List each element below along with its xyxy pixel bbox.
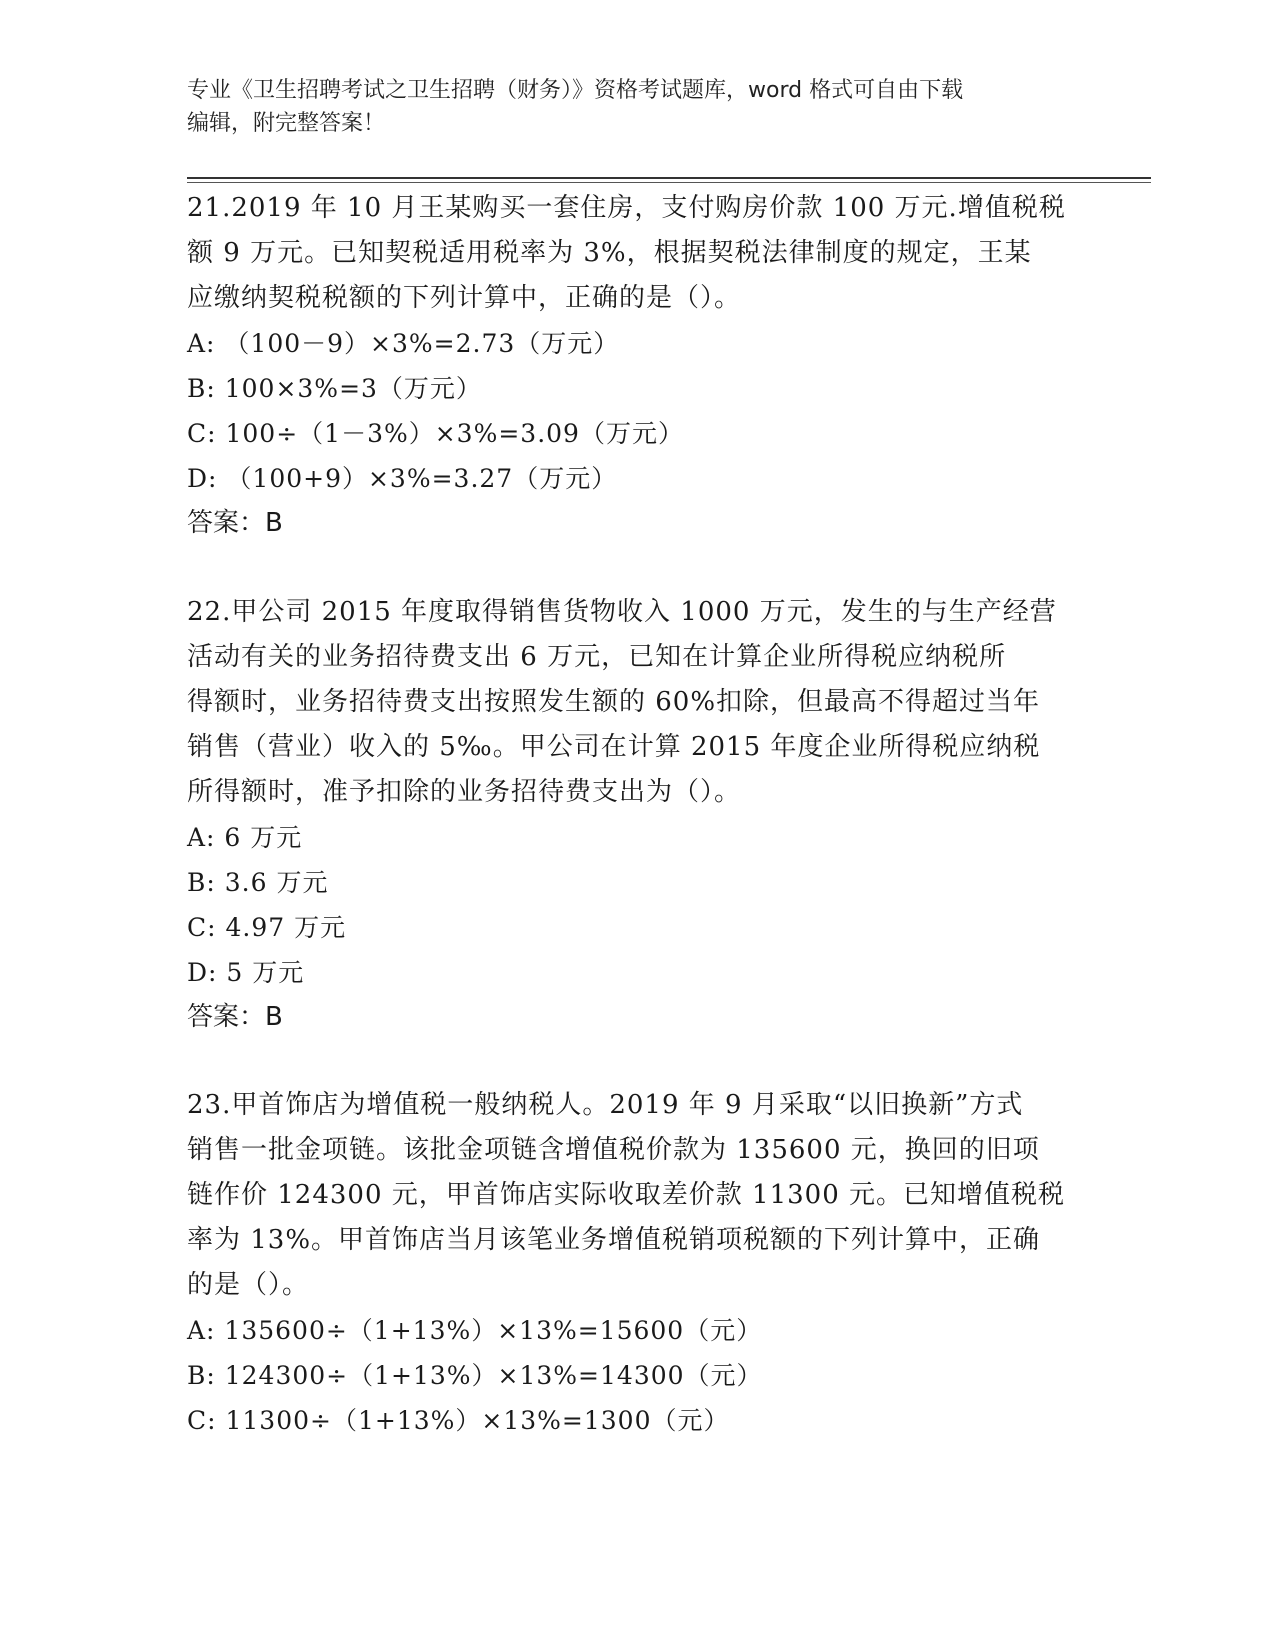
question-stem-line: 所得额时，准予扣除的业务招待费支出为（）。 [187,777,742,807]
header-line-1: 专业《卫生招聘考试之卫生招聘（财务）》资格考试题库，word 格式可自由下载 [187,78,964,103]
question-stem-line: 应缴纳契税税额的下列计算中，正确的是（）。 [187,283,742,313]
option-b: B: 100×3%=3（万元） [187,374,482,403]
option-b: B: 124300÷（1+13%）×13%=14300（元） [187,1361,763,1390]
question-23 [187,1083,1087,1443]
option-d: D: （100+9）×3%=3.27（万元） [187,464,618,493]
answer: 答案：B [187,508,283,538]
question-stem-line: 活动有关的业务招待费支出 6 万元，已知在计算企业所得税应纳税所 [187,642,1007,672]
option-c: C: 4.97 万元 [187,913,347,942]
answer: 答案：B [187,1002,283,1032]
question-stem-line: 销售一批金项链。该批金项链含增值税价款为 135600 元，换回的旧项 [187,1135,1040,1165]
question-stem-line: 率为 13%。甲首饰店当月该笔业务增值税销项税额的下列计算中，正确 [187,1225,1041,1255]
option-c: C: 100÷（1－3%）×3%=3.09（万元） [187,419,684,448]
header-divider-thin [187,182,1151,183]
document-header [187,74,1067,140]
option-a: A: 6 万元 [187,823,303,852]
question-21 [187,186,1087,546]
option-c: C: 11300÷（1+13%）×13%=1300（元） [187,1406,730,1435]
question-stem-line: 销售（营业）收入的 5‰。甲公司在计算 2015 年度企业所得税应纳税 [187,732,1041,762]
option-b: B: 3.6 万元 [187,868,329,897]
question-stem-line: 链作价 124300 元，甲首饰店实际收取差价款 11300 元。已知增值税税 [187,1180,1066,1210]
header-line-2: 编辑，附完整答案！ [187,111,386,136]
question-stem-line: 22.甲公司 2015 年度取得销售货物收入 1000 万元，发生的与生产经营 [187,597,1057,627]
option-a: A: （100－9）×3%=2.73（万元） [187,329,620,358]
question-stem-line: 23.甲首饰店为增值税一般纳税人。2019 年 9 月采取“以旧换新”方式 [187,1090,1024,1120]
question-stem-line: 额 9 万元。已知契税适用税率为 3%，根据契税法律制度的规定，王某 [187,238,1032,268]
question-stem-line: 的是（）。 [187,1270,310,1300]
option-a: A: 135600÷（1+13%）×13%=15600（元） [187,1316,763,1345]
question-stem-line: 得额时，业务招待费支出按照发生额的 60%扣除，但最高不得超过当年 [187,687,1041,717]
question-stem-line: 21.2019 年 10 月王某购买一套住房，支付购房价款 100 万元.增值税税 [187,193,1066,223]
option-d: D: 5 万元 [187,958,305,987]
header-divider-thick [187,177,1151,179]
question-22 [187,590,1087,1040]
